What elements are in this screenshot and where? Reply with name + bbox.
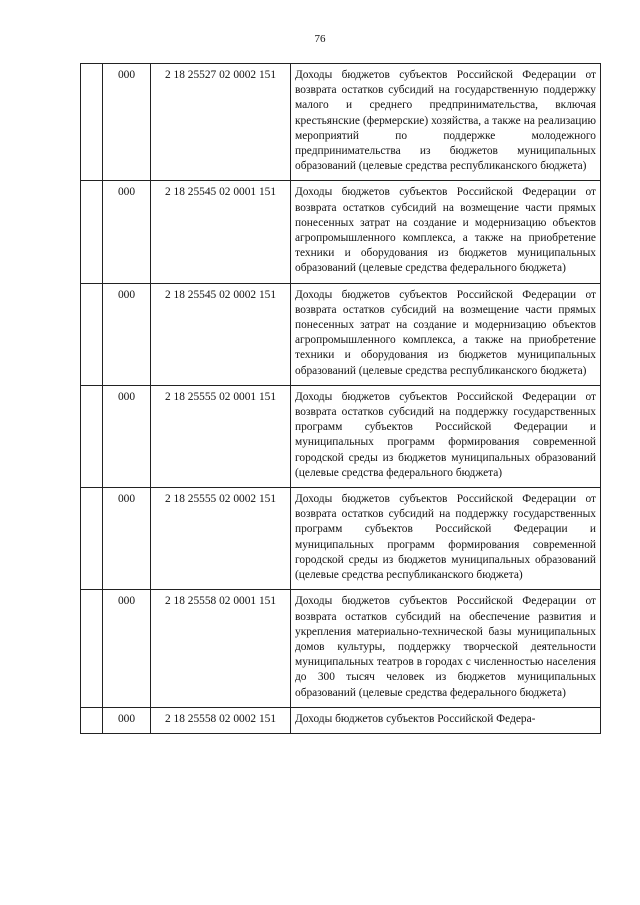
page-number: 76	[314, 33, 326, 45]
description-cell: Доходы бюджетов субъектов Российской Федерации от возврата остатков субсидий на поддержку государственных программ субъектов Российской Федерации и муниципальных программ формирования современной городской среды из бюджетов муниципальных образований (целевые средства республиканского бюджета)	[291, 488, 601, 590]
blank-cell	[81, 590, 103, 707]
description-cell: Доходы бюджетов субъектов Российской Федерации от возврата остатков субсидий на государственную поддержку малого и среднего предпринимательства, включая крестьянские (фермерские) хозяйства, а также на реализацию мероприятий по поддержке молодежного предпринимательства из бюджетов муниципальных образований (целевые средства республиканского бюджета)	[291, 64, 601, 181]
admin-code-cell: 000	[103, 283, 151, 385]
admin-code-cell: 000	[103, 64, 151, 181]
table-row	[81, 64, 601, 181]
classification-code-cell: 2 18 25527 02 0002 151	[151, 64, 291, 181]
table-row	[81, 488, 601, 590]
blank-cell	[81, 707, 103, 733]
classification-code-cell: 2 18 25545 02 0002 151	[151, 283, 291, 385]
blank-cell	[81, 385, 103, 487]
table-row	[81, 181, 601, 283]
classification-code-cell: 2 18 25558 02 0001 151	[151, 590, 291, 707]
table-row	[81, 707, 601, 733]
admin-code-cell: 000	[103, 590, 151, 707]
description-cell: Доходы бюджетов субъектов Российской Федера-	[291, 707, 601, 733]
blank-cell	[81, 181, 103, 283]
blank-cell	[81, 488, 103, 590]
classification-code-cell: 2 18 25545 02 0001 151	[151, 181, 291, 283]
classification-code-cell: 2 18 25555 02 0001 151	[151, 385, 291, 487]
classification-code-cell: 2 18 25558 02 0002 151	[151, 707, 291, 733]
admin-code-cell: 000	[103, 707, 151, 733]
description-cell: Доходы бюджетов субъектов Российской Федерации от возврата остатков субсидий на обеспечение развития и укрепления материально-технической базы муниципальных домов культуры, поддержку творческой деятельности муниципальных театров в городах с численностью населения до 300 тысяч человек из бюджетов муниципальных образований (целевые средства федерального бюджета)	[291, 590, 601, 707]
description-cell: Доходы бюджетов субъектов Российской Федерации от возврата остатков субсидий на возмещение части прямых понесенных затрат на создание и модернизацию объектов агропромышленного комплекса, а также на приобретение техники и оборудования из бюджетов муниципальных образований (целевые средства республиканского бюджета)	[291, 283, 601, 385]
table-row	[81, 283, 601, 385]
budget-codes-table	[80, 63, 601, 734]
blank-cell	[81, 64, 103, 181]
description-cell: Доходы бюджетов субъектов Российской Федерации от возврата остатков субсидий на поддержку государственных программ субъектов Российской Федерации и муниципальных программ формирования современной городской среды из бюджетов муниципальных образований (целевые средства федерального бюджета)	[291, 385, 601, 487]
admin-code-cell: 000	[103, 488, 151, 590]
blank-cell	[81, 283, 103, 385]
classification-code-cell: 2 18 25555 02 0002 151	[151, 488, 291, 590]
table-row	[81, 385, 601, 487]
description-cell: Доходы бюджетов субъектов Российской Федерации от возврата остатков субсидий на возмещение части прямых понесенных затрат на создание и модернизацию объектов агропромышленного комплекса, а также на приобретение техники и оборудования из бюджетов муниципальных образований (целевые средства федерального бюджета)	[291, 181, 601, 283]
admin-code-cell: 000	[103, 385, 151, 487]
table-row	[81, 590, 601, 707]
admin-code-cell: 000	[103, 181, 151, 283]
